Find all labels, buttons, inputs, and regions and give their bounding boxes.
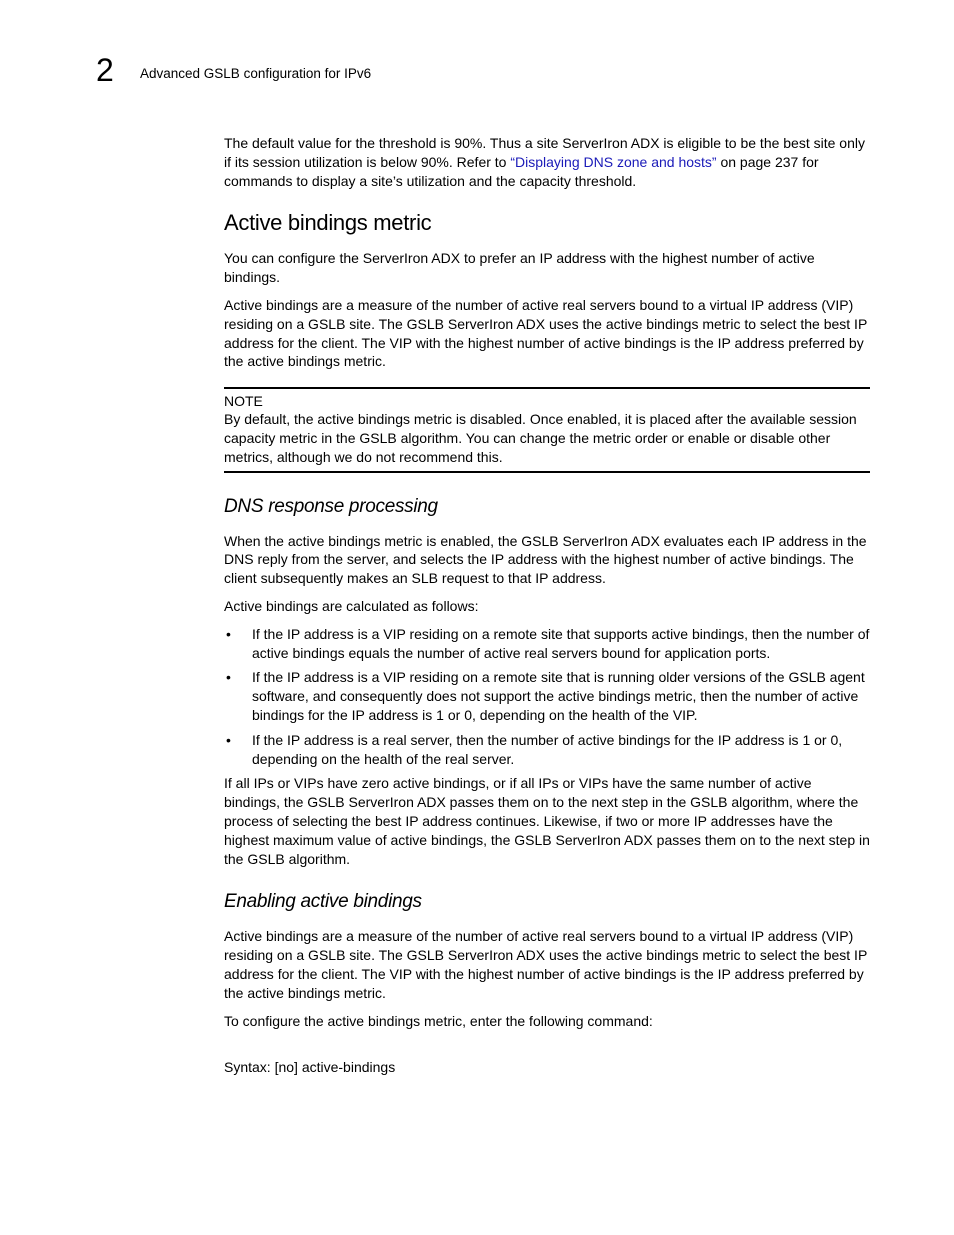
dns-paragraph-1: When the active bindings metric is enabled, the GSLB ServerIron ADX evaluates each IP address in the DNS reply from the server, and selects the IP address with the highest number of active bindings. The client subsequently makes an SLB request to that IP address. <box>224 532 867 587</box>
list-item-text: If the IP address is a VIP residing on a remote site that supports active bindings, then the number of active bindings equals the number of active real servers bound for application ports. <box>252 625 870 661</box>
intro-text-end: on page 237 for commands to display a site’s utilization and the capacity threshold. <box>224 153 819 189</box>
section-paragraph-2: Active bindings are a measure of the number of active real servers bound to a virtual IP address (VIP) residing on a GSLB site. The GSLB ServerIron ADX uses the active bindings metric to select the best IP address for the client. The VIP with the highest number of active bindings is the IP address preferred by the active bindings metric. <box>224 296 868 370</box>
intro-paragraph <box>224 134 870 190</box>
list-item <box>224 731 870 769</box>
subheading-enabling-active-bindings: Enabling active bindings <box>224 891 422 913</box>
running-header-title: Advanced GSLB configuration for IPv6 <box>140 66 372 81</box>
bullet-icon: • <box>226 731 231 748</box>
list-item-text: If the IP address is a VIP residing on a remote site that is running older versions of the GSLB agent software, and consequently does not support the active bindings metric, then the number of active bindings for the IP address is 1 or 0, depending on the health of the VIP. <box>252 669 865 723</box>
note-label: NOTE <box>224 393 263 410</box>
note-box <box>224 387 870 472</box>
dns-paragraph-2: Active bindings are calculated as follows: <box>224 597 479 614</box>
syntax-line: Syntax: [no] active-bindings <box>224 1059 396 1076</box>
displaying-dns-zone-link[interactable]: “Displaying DNS zone and hosts” <box>510 153 717 170</box>
enable-paragraph-2: To configure the active bindings metric, enter the following command: <box>224 1012 653 1029</box>
subheading-dns-response: DNS response processing <box>224 495 438 517</box>
chapter-number: 2 <box>96 52 114 88</box>
bullet-list <box>224 625 870 769</box>
list-item <box>224 625 870 663</box>
list-item-text: If the IP address is a real server, then the number of active bindings for the IP address is 1 or 0, depending on the health of the real server. <box>252 731 843 767</box>
section-heading-active-bindings: Active bindings metric <box>224 210 432 236</box>
intro-text-start: The default value for the threshold is 90%. Thus a site ServerIron ADX is eligible to be the best site only if its session utilization is below 90%. Refer to <box>224 135 865 170</box>
note-text: By default, the active bindings metric is disabled. Once enabled, it is placed after the available session capacity metric in the GSLB algorithm. You can change the metric order or enable or disable other metrics, although we do not recommend this. <box>224 411 857 465</box>
page-content <box>224 134 870 1076</box>
dns-paragraph-3: If all IPs or VIPs have zero active bindings, or if all IPs or VIPs have the same number of active bindings, the GSLB ServerIron ADX passes them on to the next step in the GSLB algorithm, where the process of selecting the best IP address continues. Likewise, if two or more IP addresses have the highest maximum value of active bindings, the GSLB ServerIron ADX passes them on to the next step in the GSLB algorithm. <box>224 775 870 867</box>
bullet-icon: • <box>226 669 231 686</box>
list-item <box>224 668 870 724</box>
enable-paragraph-1: Active bindings are a measure of the number of active real servers bound to a virtual IP address (VIP) residing on a GSLB site. The GSLB ServerIron ADX uses the active bindings metric to select the best IP address for the client. The VIP with the highest number of active bindings is the IP address preferred by the active bindings metric. <box>224 928 868 1001</box>
bullet-icon: • <box>226 625 231 642</box>
section-paragraph-1: You can configure the ServerIron ADX to prefer an IP address with the highest number of active bindings. <box>224 250 815 286</box>
